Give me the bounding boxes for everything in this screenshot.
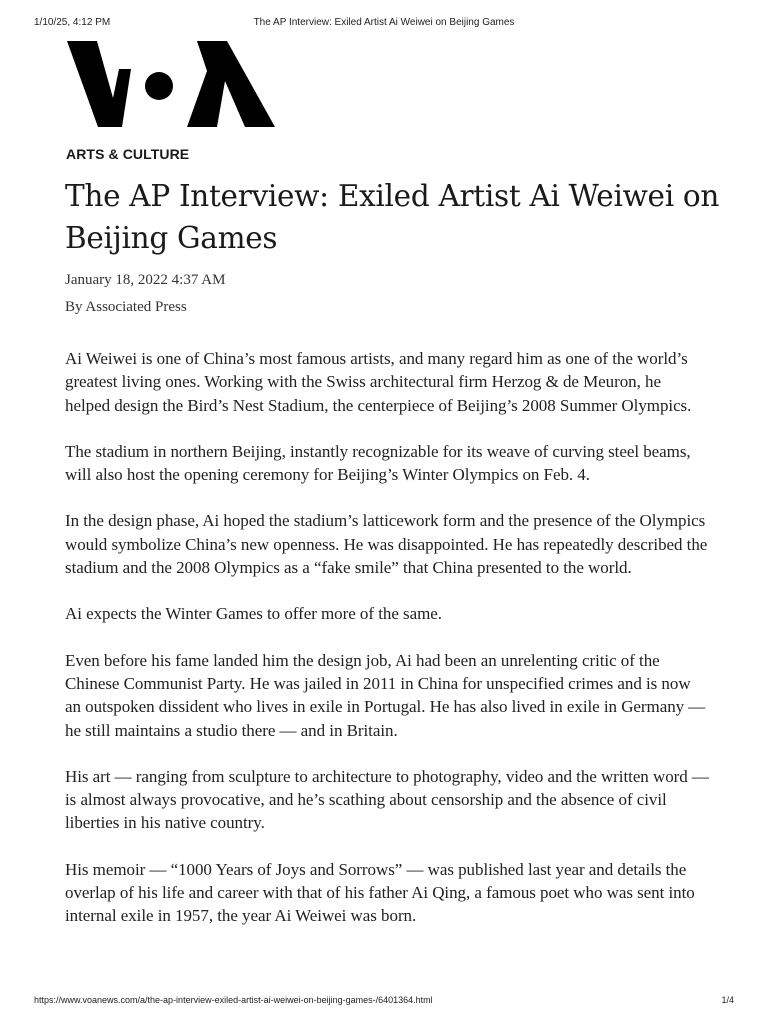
voa-logo-mark	[67, 41, 275, 127]
print-page-url: https://www.voanews.com/a/the-ap-interview-exiled-artist-ai-weiwei-on-beijing-games-/6401364.html	[34, 995, 433, 1005]
voa-logo-icon[interactable]	[67, 41, 275, 127]
print-document-title: The AP Interview: Exiled Artist Ai Weiwei on Beijing Games	[253, 17, 515, 28]
article-paragraph: The stadium in northern Beijing, instantly recognizable for its weave of curving steel beams, will also host the opening ceremony for Beijing’s Winter Olympics on Feb. 4.	[65, 441, 691, 485]
article-paragraph: Ai Weiwei is one of China’s most famous artists, and many regard him as one of the world’s greatest living ones. Working with the Swiss architectural firm Herzog & de Meuron, he helped design the Bird’s Nest Stadium, the centerpiece of Beijing’s 2008 Summer Olympics.	[65, 349, 692, 415]
article-byline: By Associated Press	[65, 299, 187, 315]
article-paragraph: His memoir — “1000 Years of Joys and Sorrows” — was published last year and details the overlap of his life and career with that of his father Ai Qing, a famous poet who was sent into internal exile in 1957, the year Ai Weiwei was born.	[65, 859, 695, 926]
article-paragraph: Even before his fame landed him the design job, Ai had been an unrelenting critic of the Chinese Communist Party. He was jailed in 2011 in China for unspecified crimes and is now an outspoken dissident who lives in exile in Portugal. He has also lived in exile in Germany — he still maintains a studio there — and in Britain.	[65, 650, 706, 740]
article-date: January 18, 2022 4:37 AM	[65, 272, 226, 288]
section-label[interactable]: ARTS & CULTURE	[66, 146, 190, 162]
print-header	[34, 17, 734, 31]
print-timestamp: 1/10/25, 4:12 PM	[34, 17, 111, 28]
article-paragraph: Ai expects the Winter Games to offer more of the same.	[65, 604, 442, 624]
article-paragraph: In the design phase, Ai hoped the stadium’s latticework form and the presence of the Olympics would symbolize China’s new openness. He was disappointed. He has repeatedly described the stadium and the 2008 Olympics as a “fake smile” that China presented to the world.	[65, 511, 708, 578]
article-paragraph: His art — ranging from sculpture to architecture to photography, video and the written word — is almost always provocative, and he’s scathing about censorship and the absence of civil liberties in his native country.	[65, 766, 709, 833]
print-footer	[34, 995, 734, 1009]
article-headline: The AP Interview: Exiled Artist Ai Weiwei on Beijing Games	[65, 179, 720, 255]
article-body	[65, 347, 710, 951]
print-page-number: 1/4	[721, 995, 734, 1005]
